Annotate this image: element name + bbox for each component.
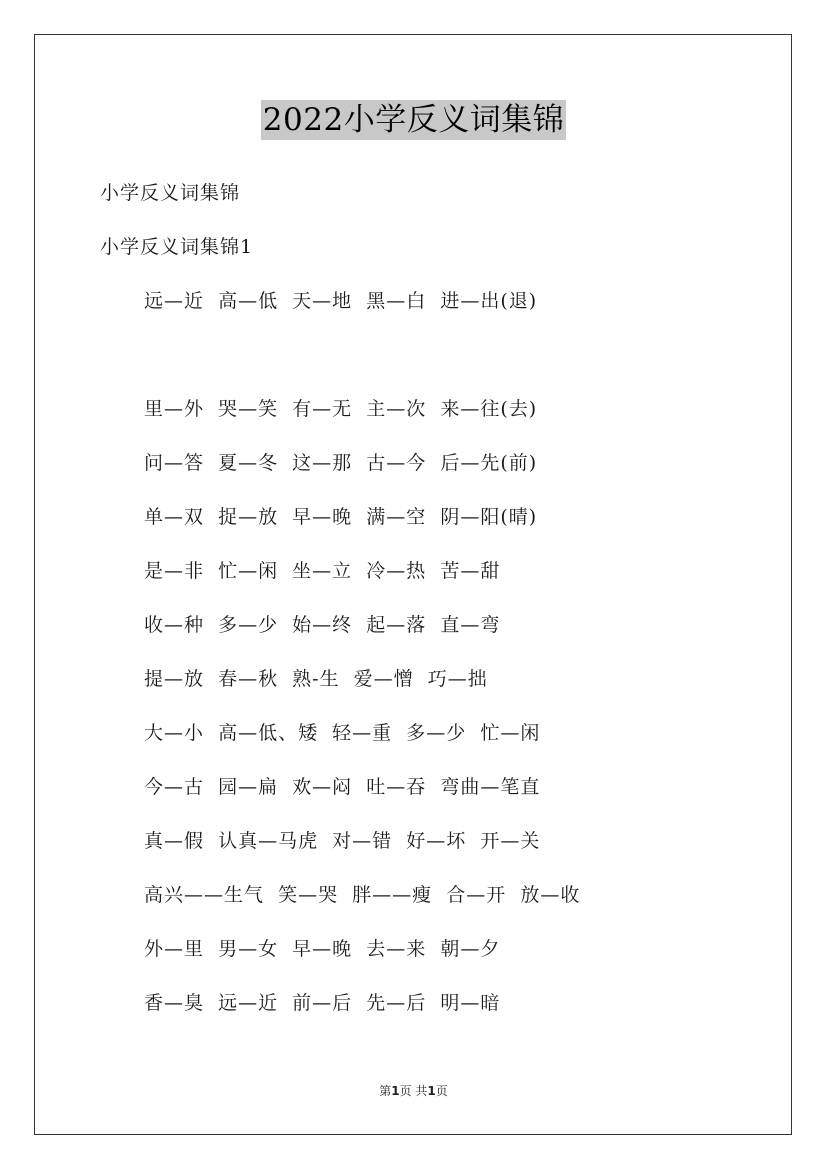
page-footer xyxy=(0,1083,827,1099)
antonym-row: 是—非 忙—闲 坐—立 冷—热 苦—甜 xyxy=(144,560,501,582)
antonym-row: 大—小 高—低、矮 轻—重 多—少 忙—闲 xyxy=(144,722,541,744)
antonym-row: 远—近 高—低 天—地 黑—白 进—出(退) xyxy=(144,290,538,312)
antonym-row: 高兴——生气 笑—哭 胖——瘦 合—开 放—收 xyxy=(144,884,581,906)
antonym-row: 真—假 认真—马虎 对—错 好—坏 开—关 xyxy=(144,830,541,852)
antonym-row: 今—古 园—扁 欢—闷 吐—吞 弯曲—笔直 xyxy=(144,776,541,798)
antonym-row: 问—答 夏—冬 这—那 古—今 后—先(前) xyxy=(144,452,538,474)
footer-suffix: 页 xyxy=(435,1084,448,1098)
antonym-row: 提—放 春—秋 熟-生 爱—憎 巧—拙 xyxy=(144,668,488,690)
footer-page-number: 1 xyxy=(391,1084,400,1098)
antonym-row: 单—双 捉—放 早—晚 满—空 阴—阳(晴) xyxy=(144,506,538,528)
title-container xyxy=(0,100,827,140)
section-heading: 小学反义词集锦1 xyxy=(100,236,254,258)
antonym-row: 收—种 多—少 始—终 起—落 直—弯 xyxy=(144,614,501,636)
subheading: 小学反义词集锦 xyxy=(100,182,241,204)
document-title: 2022小学反义词集锦 xyxy=(262,102,565,138)
footer-middle: 页 共 xyxy=(399,1084,428,1098)
antonym-row: 外—里 男—女 早—晚 去—来 朝—夕 xyxy=(144,938,501,960)
footer-total-pages: 1 xyxy=(427,1084,436,1098)
antonym-row: 香—臭 远—近 前—后 先—后 明—暗 xyxy=(144,992,501,1014)
footer-prefix: 第 xyxy=(379,1084,392,1098)
antonym-row: 里—外 哭—笑 有—无 主—次 来—往(去) xyxy=(144,398,538,420)
